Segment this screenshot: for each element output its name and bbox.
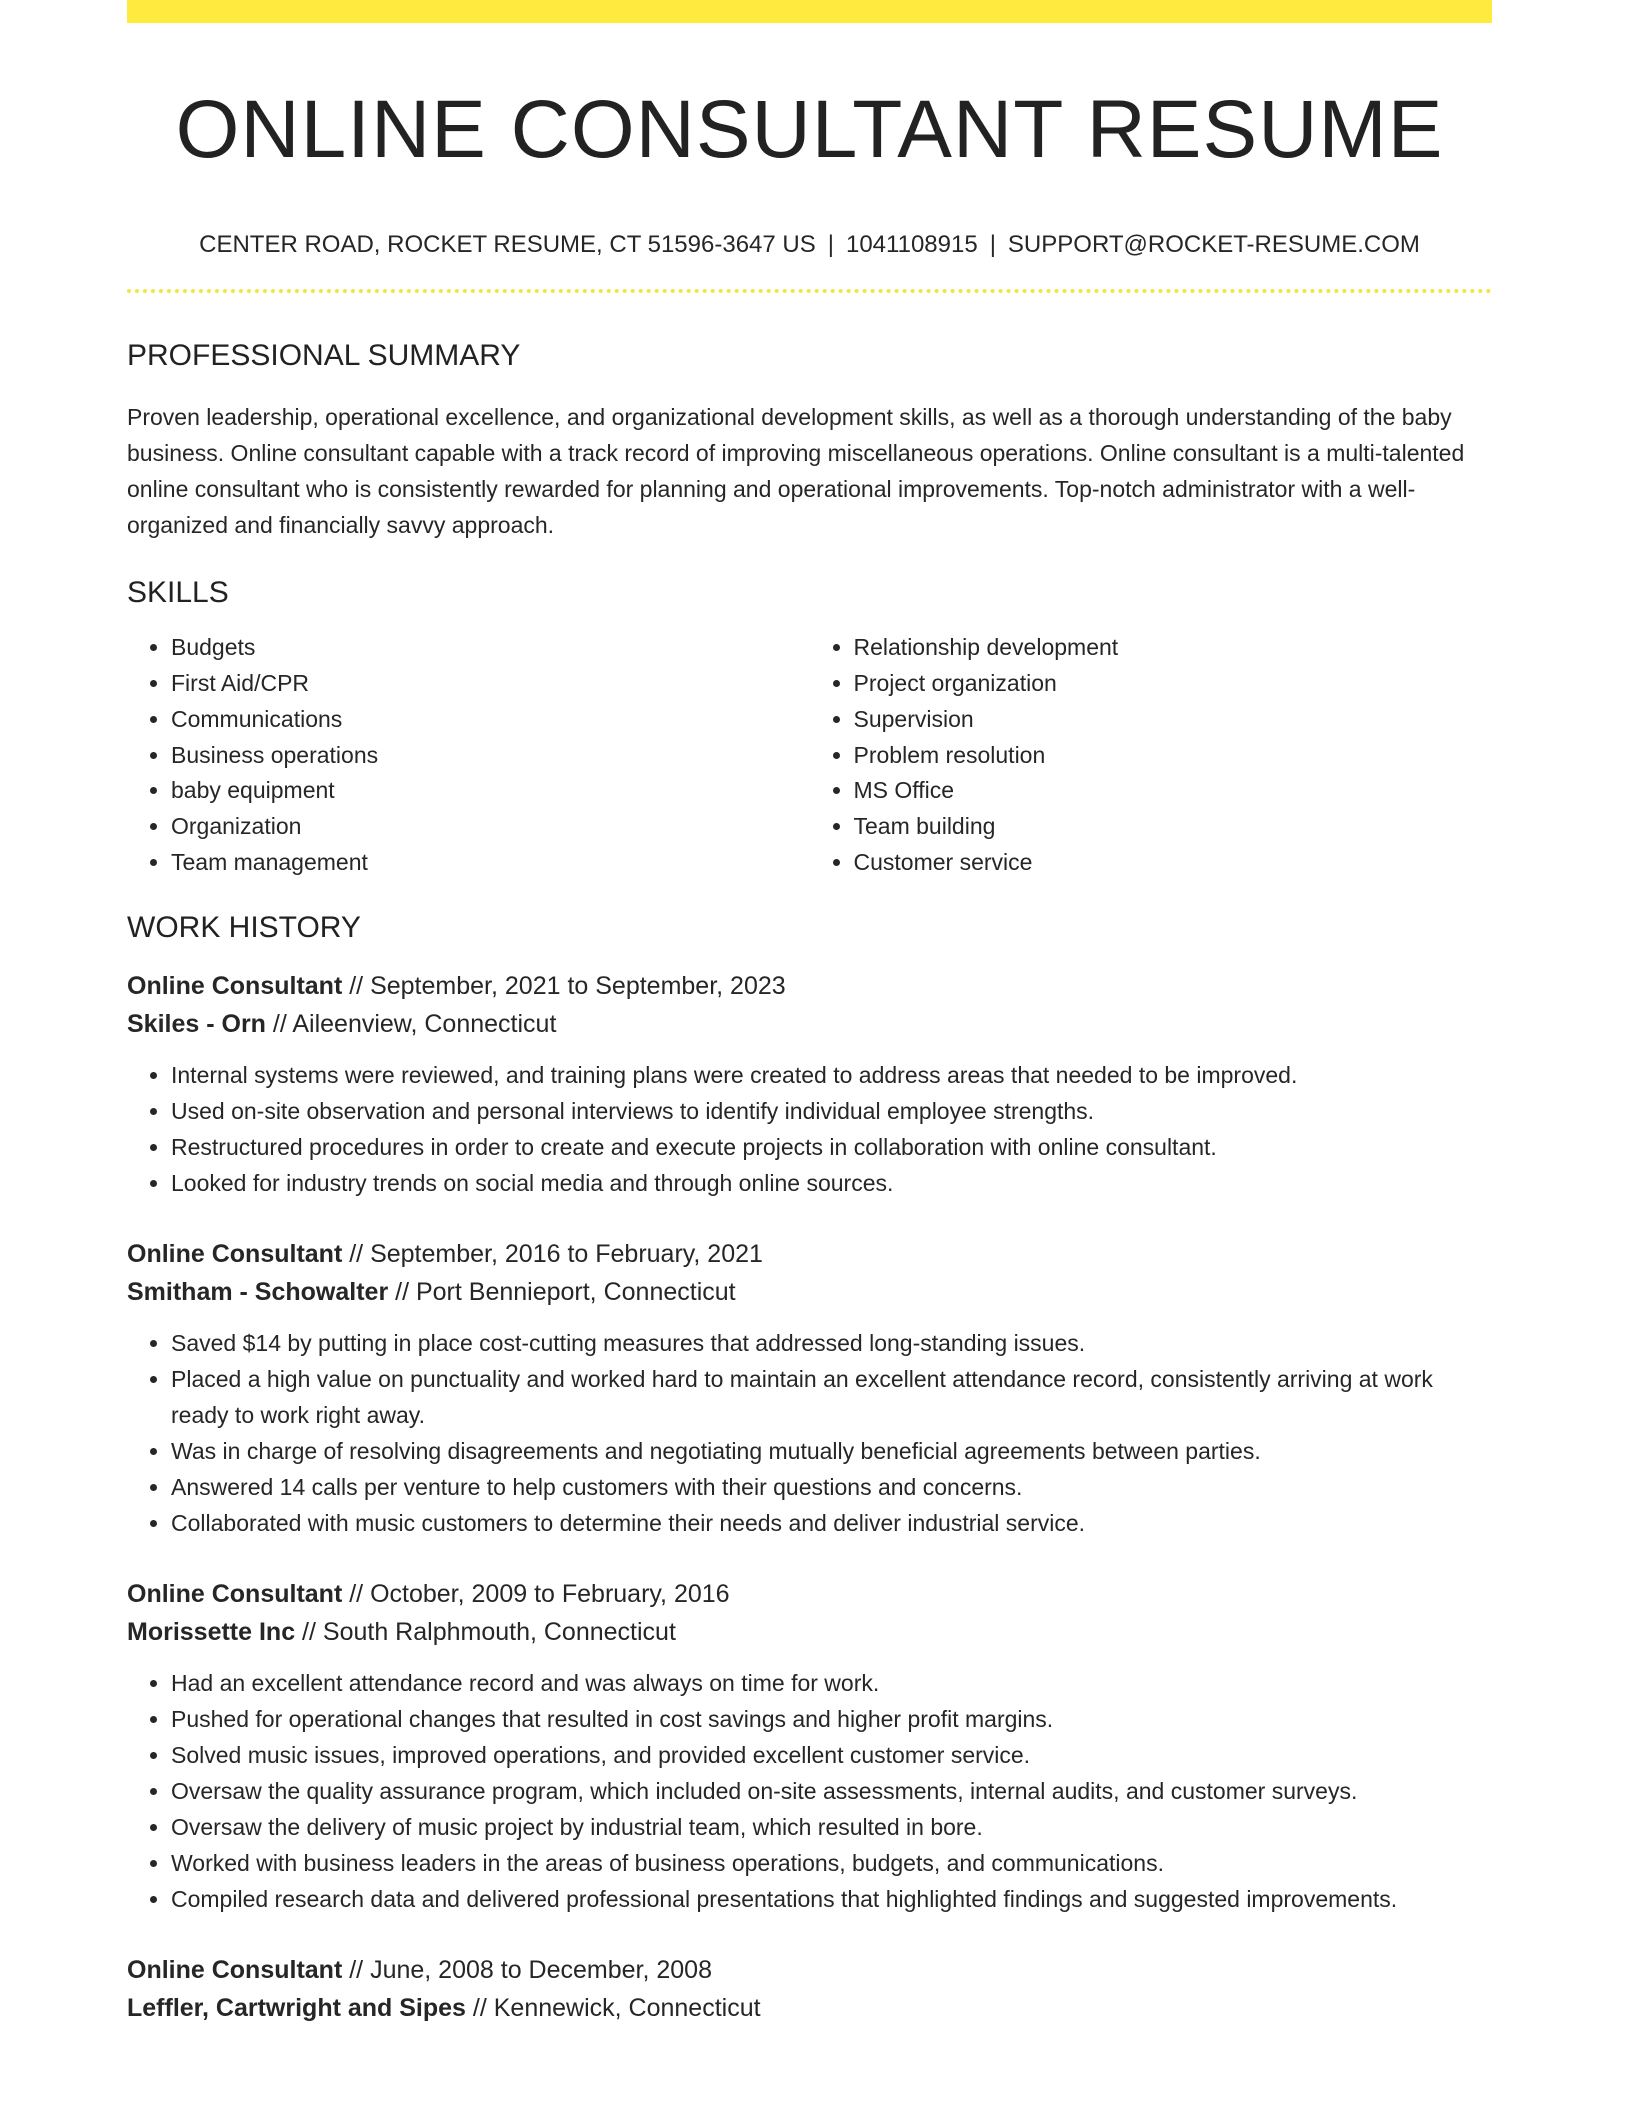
job-title-line xyxy=(127,1235,1492,1273)
contact-phone: 1041108915 xyxy=(845,231,978,259)
skills-section xyxy=(127,576,1492,881)
skill-item: • Customer service xyxy=(854,845,1493,881)
skill-item: • First Aid/CPR xyxy=(171,666,810,702)
job-dates: September, 2016 to February, 2021 xyxy=(370,1239,763,1268)
job-company: Morissette Inc xyxy=(127,1617,296,1646)
job-company: Smitham - Schowalter xyxy=(127,1277,389,1306)
job-separator: // xyxy=(342,1955,371,1984)
job-bullet: • Was in charge of resolving disagreements and negotiating mutually beneficial agreements between parties. xyxy=(171,1433,1492,1469)
skills-list-right xyxy=(810,630,1493,881)
job-bullet: • Pushed for operational changes that resulted in cost savings and higher profit margins. xyxy=(171,1701,1492,1737)
job-entry xyxy=(127,1951,1492,2027)
job-title: Online Consultant xyxy=(127,1239,343,1268)
skills-columns xyxy=(127,630,1492,881)
job-bullet: • Collaborated with music customers to determine their needs and deliver industrial service. xyxy=(171,1505,1492,1541)
job-separator: // xyxy=(342,971,371,1000)
job-dates: June, 2008 to December, 2008 xyxy=(370,1955,712,1984)
job-title-line xyxy=(127,1575,1492,1613)
job-bullet: • Oversaw the quality assurance program, which included on-site assessments, internal audits, and customer surveys. xyxy=(171,1773,1492,1809)
job-company: Leffler, Cartwright and Sipes xyxy=(127,1993,466,2022)
skill-item: • Supervision xyxy=(854,702,1493,738)
job-list xyxy=(127,967,1492,2027)
job-title: Online Consultant xyxy=(127,971,343,1000)
job-location: Aileenview, Connecticut xyxy=(292,1009,557,1038)
job-bullet: • Internal systems were reviewed, and training plans were created to address areas that needed to be improved. xyxy=(171,1057,1492,1093)
job-company: Skiles - Orn xyxy=(127,1009,266,1038)
job-bullet: • Looked for industry trends on social media and through online sources. xyxy=(171,1165,1492,1201)
job-separator: // xyxy=(295,1617,323,1646)
resume-page xyxy=(127,0,1492,2027)
contact-separator: | xyxy=(827,231,834,259)
job-entry xyxy=(127,1575,1492,1917)
skill-item: • Project organization xyxy=(854,666,1493,702)
skill-item: • Business operations xyxy=(171,738,810,774)
job-separator: // xyxy=(342,1579,371,1608)
contact-email: SUPPORT@ROCKET-RESUME.COM xyxy=(1007,231,1420,259)
job-bullet: • Worked with business leaders in the areas of business operations, budgets, and communications. xyxy=(171,1845,1492,1881)
job-entry xyxy=(127,1235,1492,1541)
dotted-divider xyxy=(127,289,1492,293)
skill-item: • Team management xyxy=(171,845,810,881)
top-accent-bar xyxy=(127,0,1492,23)
job-separator: // xyxy=(342,1239,371,1268)
skill-item: • baby equipment xyxy=(171,773,810,809)
section-heading: PROFESSIONAL SUMMARY xyxy=(127,339,521,373)
skill-item: • Budgets xyxy=(171,630,810,666)
job-dates: September, 2021 to September, 2023 xyxy=(370,971,786,1000)
job-bullet: • Restructured procedures in order to create and execute projects in collaboration with online consultant. xyxy=(171,1129,1492,1165)
job-title-line xyxy=(127,967,1492,1005)
job-bullet: • Solved music issues, improved operations, and provided excellent customer service. xyxy=(171,1737,1492,1773)
job-entry xyxy=(127,967,1492,1201)
work-history-section xyxy=(127,911,1492,2027)
job-dates: October, 2009 to February, 2016 xyxy=(370,1579,730,1608)
job-bullet: • Oversaw the delivery of music project by industrial team, which resulted in bore. xyxy=(171,1809,1492,1845)
skill-item: • Communications xyxy=(171,702,810,738)
professional-summary-section xyxy=(127,339,1492,543)
job-company-line xyxy=(127,1989,1492,2027)
section-heading: WORK HISTORY xyxy=(127,910,361,944)
job-company-line xyxy=(127,1613,1492,1651)
job-bullet: • Had an excellent attendance record and was always on time for work. xyxy=(171,1665,1492,1701)
skill-item: • Relationship development xyxy=(854,630,1493,666)
skill-item: • Problem resolution xyxy=(854,738,1493,774)
job-bullets xyxy=(127,1665,1492,1917)
contact-address: CENTER ROAD, ROCKET RESUME, CT 51596-3647 US xyxy=(199,231,816,259)
job-title: Online Consultant xyxy=(127,1579,343,1608)
contact-line xyxy=(127,231,1492,259)
skills-list-left xyxy=(127,630,810,881)
job-bullet: • Answered 14 calls per venture to help customers with their questions and concerns. xyxy=(171,1469,1492,1505)
job-bullet: • Saved $14 by putting in place cost-cutting measures that addressed long-standing issues. xyxy=(171,1325,1492,1361)
job-bullet: • Used on-site observation and personal interviews to identify individual employee strengths. xyxy=(171,1093,1492,1129)
summary-text: Proven leadership, operational excellence, and organizational development skills, as well as a thorough understanding of the baby business. Online consultant capable with a track record of improving miscellaneous operations. Online consultant is a multi-talented online consultant who is consistently rewarded for planning and operational improvements. Top-notch administrator with a well-organized and financially savvy approach. xyxy=(127,404,1465,539)
job-bullets xyxy=(127,1325,1492,1541)
skill-item: • Team building xyxy=(854,809,1493,845)
job-separator: // xyxy=(388,1277,416,1306)
section-heading: SKILLS xyxy=(127,576,229,610)
job-separator: // xyxy=(465,1993,494,2022)
job-bullets xyxy=(127,1057,1492,1201)
job-location: South Ralphmouth, Connecticut xyxy=(322,1617,676,1646)
job-title: Online Consultant xyxy=(127,1955,343,1984)
skill-item: • Organization xyxy=(171,809,810,845)
job-location: Port Bennieport, Connecticut xyxy=(415,1277,736,1306)
resume-title: ONLINE CONSULTANT RESUME xyxy=(175,84,1444,175)
skill-item: • MS Office xyxy=(854,773,1493,809)
job-company-line xyxy=(127,1273,1492,1311)
contact-separator: | xyxy=(989,231,996,259)
job-bullet: • Compiled research data and delivered professional presentations that highlighted findings and suggested improvements. xyxy=(171,1881,1492,1917)
job-title-line xyxy=(127,1951,1492,1989)
job-bullet: • Placed a high value on punctuality and worked hard to maintain an excellent attendance record, consistently arriving at work ready to work right away. xyxy=(171,1361,1492,1433)
job-separator: // xyxy=(265,1009,293,1038)
job-location: Kennewick, Connecticut xyxy=(493,1993,761,2022)
job-company-line xyxy=(127,1005,1492,1043)
